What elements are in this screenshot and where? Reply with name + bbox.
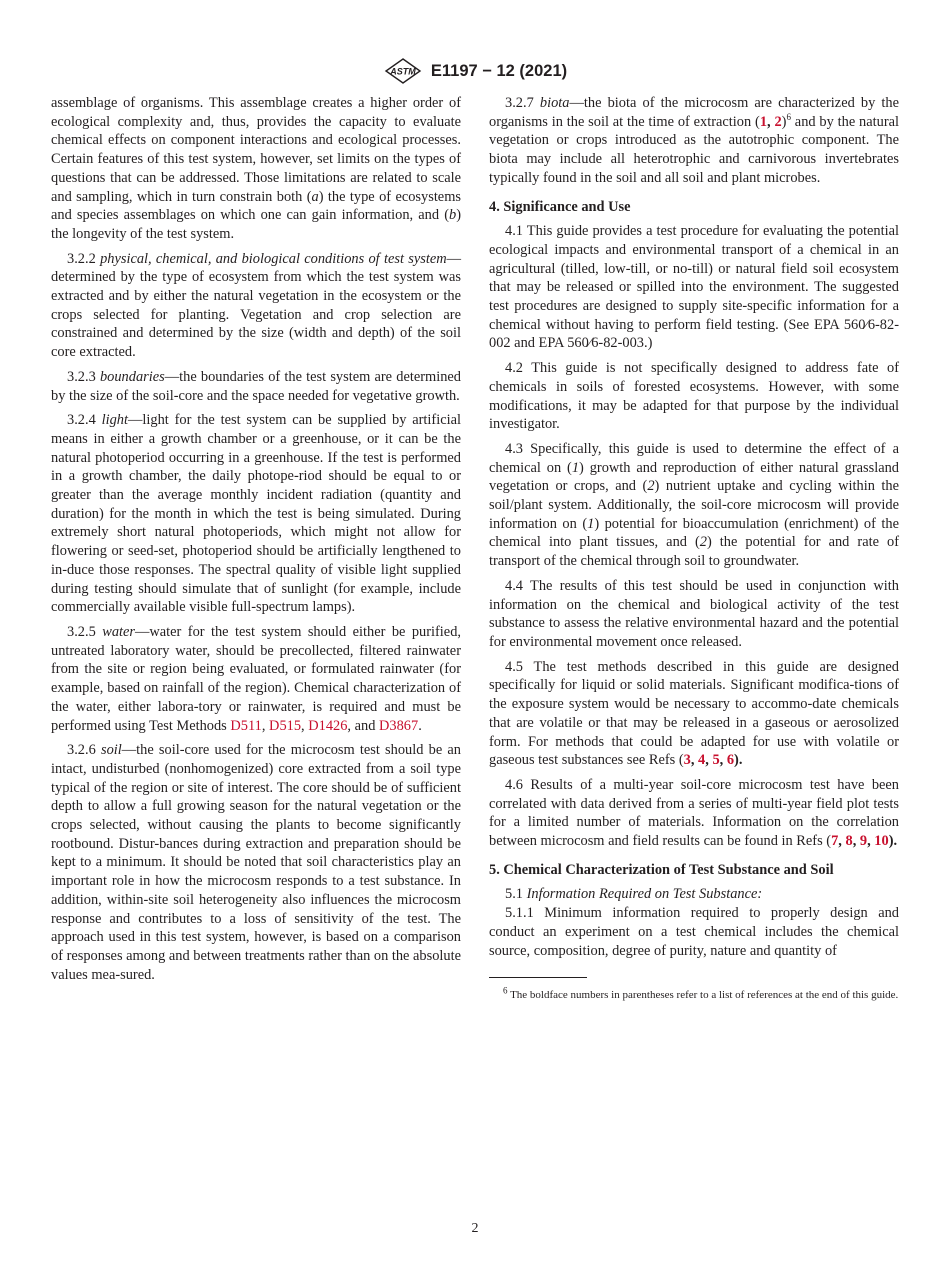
section-4-1: 4.1 This guide provides a test procedure for evaluating the potential ecological impacts and environmental transport of a chemical in an agricultural (tilled, low-till, or no-till) or natural field soil ecosystem that may be released or spilled into the environment. The suggested test procedures are designed to supply site-specific information for a chemical without having to perform field testing. (See EPA 560⁄6-82-002 and EPA 560⁄6-82-003.) <box>489 223 899 352</box>
section-4-5: 4.5 The test methods described in this guide are designed specifically for liquid or solid materials. Significant modifica-tions of the exposure system would be necessary to accommo-date chemicals that are volatile or that may be released in a gaseous or aerosolized form. For methods that could be adapted for use with volatile or gaseous test substances see Refs (3, 4, 5, 6). <box>489 658 899 769</box>
ref-link-7[interactable]: 7 <box>831 833 839 850</box>
footnote-divider <box>489 977 587 978</box>
section-3-2-2: 3.2.2 physical, chemical, and biological conditions of test system—determined by the type of ecosystem from which the test system was extracted and by either the natural vegetation in the ecosystem or the crops selected for planting. Vegetation and crop selection are constrained and determined by the size (width and depth) of the soil core extracted. <box>51 250 461 361</box>
ref-link-1[interactable]: 1 <box>759 113 768 130</box>
section-5-1: 5.1 Information Required on Test Substance: <box>505 886 763 903</box>
section-5-1-1: 5.1.1 Minimum information required to properly design and conduct an experiment on a test chemical includes the chemical source, composition, degree of purity, nature and quantity of <box>489 905 899 959</box>
section-4-2: 4.2 This guide is not specifically designed to address fate of chemicals in soils of forested ecosystems. However, with some modifications, it may be adapted for that purpose by the individual investigator. <box>489 360 899 433</box>
section-3-2-5: 3.2.5 water—water for the test system should either be purified, untreated laboratory water, should be precollected, filtered rainwater from the site or region being evaluated, or formulated rainwater (for example, based on rainfall of the region). Chemical characterization of the water, either labora-tory or rainwater, is required and must be performed using Test Methods D511, D515, D1426, and D3867. <box>51 623 461 734</box>
astm-logo-icon <box>383 58 423 84</box>
ref-link-6[interactable]: 6 <box>726 752 735 769</box>
section-4-6: 4.6 Results of a multi-year soil-core microcosm test have been correlated with data derived from a series of multi-year field plot tests for a limited number of materials. Information on the correlation between microcosm and field results can be found in Refs (7, 8, 9, 10). <box>489 776 899 850</box>
section-heading-4: 4. Significance and Use <box>489 198 631 215</box>
right-column <box>489 94 899 1008</box>
page-number: 2 <box>471 1221 479 1236</box>
svg-text:ASTM: ASTM <box>390 66 416 77</box>
link-d515[interactable]: D515 <box>269 717 302 734</box>
ref-link-4[interactable]: 4 <box>698 752 706 769</box>
footnote-6: $^6$ The boldface numbers in parentheses refer to a list of references at the end of this guide. <box>503 985 899 1002</box>
section-3-2-7: 3.2.7 biota—the biota of the microcosm are characterized by the organisms in the soil at the time of extraction (1, 2)$^6$ and by the natural vegetation or crops introduced as the autotrophic component. The biota may include all heterotrophic and carnivorous invertebrates typically found in the soil and all soil and plant microbes. <box>489 95 900 186</box>
section-3-2-4: 3.2.4 light—light for the test system can be supplied by artificial means in either a growth chamber or a greenhouse, or it can be the natural photoperiod occurring in a greenhouse. If the test is performed in a growth chamber, the daily photope-riod should be equal to or greater than the average monthly incident radiation (quantity and duration) for the month in which the test is being simulated. During extremely short natural photoperiods, which might not allow for flowering or seed-set, photoperiod should be artificially lengthened to in-duce those responses. The spectral quality of visible light supplied during testing should simulate that of sunlight (for example, include commercially available visible full-spectrum lamps). <box>51 412 461 616</box>
ref-link-3[interactable]: 3 <box>683 752 691 769</box>
ref-link-10[interactable]: 10 <box>874 833 889 850</box>
section-3-2-6: 3.2.6 soil—the soil-core used for the microcosm test should be an intact, undisturbed (nonhomogenized) core extracted from a soil type typical of the region or site of interest. The core should be of sufficient depth to allow a full growing season for the natural vegetation or the crops selected, without causing the plants to become significantly rootbound. Distur-bances during extraction and preparation should be kept to a minimum. It should be noted that soil characteristics play an important role in how the microcosm responds to a test substance. In addition, within-site soil heterogeneity also influences the microcosm response and contributes to a loss of sensitivity of the test. The approach used in this test system, however, is based on a comparison of responses among and between treatments rather than on the absolute values mea-sured. <box>51 742 461 983</box>
section-4-4: 4.4 The results of this test should be used in conjunction with information on the chemical and biological activity of the test substance to assess the relative environmental hazard and the potential for environmental movement once released. <box>489 577 899 650</box>
section-heading-5: 5. Chemical Characterization of Test Substance and Soil <box>489 861 834 878</box>
ref-link-9[interactable]: 9 <box>859 833 868 850</box>
ref-link-8[interactable]: 8 <box>845 833 853 850</box>
link-d1426[interactable]: D1426 <box>308 717 348 734</box>
paragraph-continued: assemblage of organisms. This assemblage creates a higher order of ecological complexity and, thus, provides the capacity to evaluate chemical effects on component interactions and ecological processes. Certain features of this test system, however, set limits on the types of questions that can be addressed. Those limitations are related to scale and sampling, which in turn constrain both (a) the type of ecosystems and species assemblages on which one can gain information, and (b) the longevity of the test system. <box>51 95 461 242</box>
link-d3867[interactable]: D3867 <box>379 717 419 734</box>
ref-link-2[interactable]: 2 <box>774 113 782 130</box>
section-4-3: 4.3 Specifically, this guide is used to determine the effect of a chemical on (1) growth and reproduction of either natural grassland vegetation or crops, and (2) nutrient uptake and cycling within the soil/plant system. Additionally, the soil-core microcosm will provide information on (1) potential for bioaccumulation (enrichment) of the chemical into plant tissues, and (2) the potential for and rate of transport of the chemical through soil to groundwater. <box>489 440 899 570</box>
section-3-2-3: 3.2.3 boundaries—the boundaries of the test system are determined by the size of the soil-core and the space needed for vegetative growth. <box>51 368 461 404</box>
link-d511[interactable]: D511 <box>230 717 262 734</box>
ref-link-5[interactable]: 5 <box>712 752 720 769</box>
document-designation: E1197 − 12 (2021) <box>430 61 568 80</box>
footnote-marker: 6 <box>786 111 791 122</box>
page-header <box>0 58 950 84</box>
left-column <box>51 94 461 990</box>
